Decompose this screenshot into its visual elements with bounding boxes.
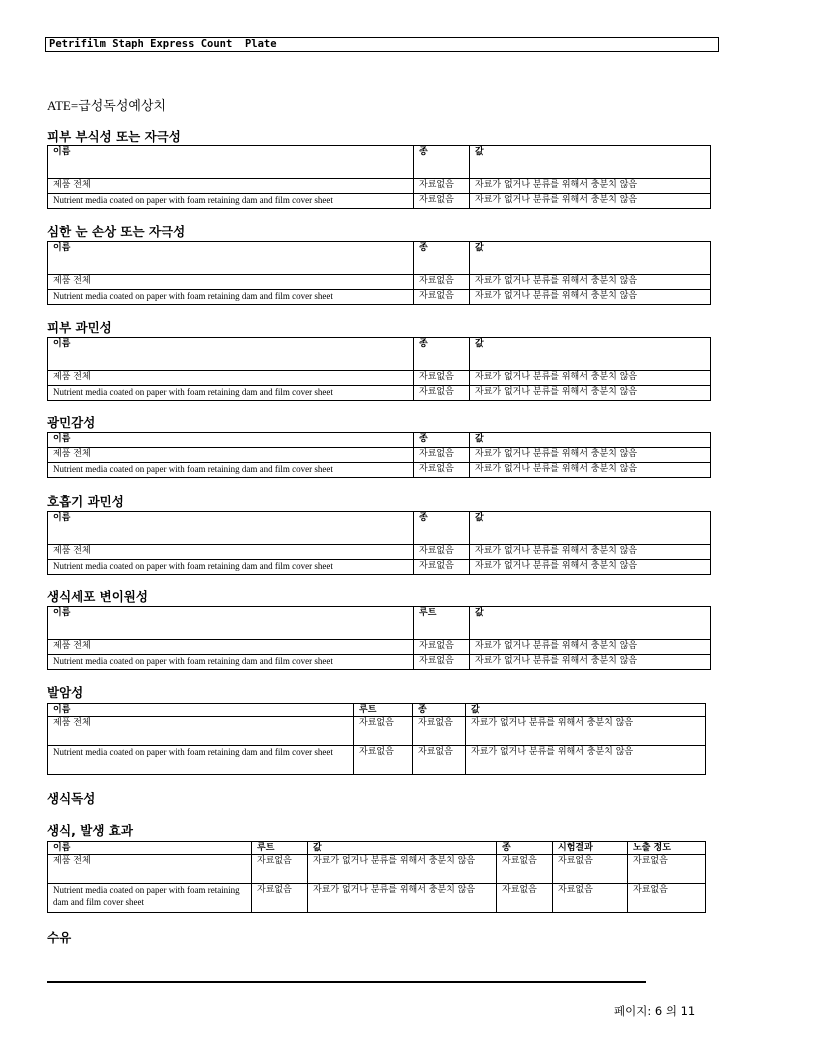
cell-species: 자료없음 xyxy=(497,855,553,884)
column-header-species: 종 xyxy=(413,704,466,717)
column-header-name: 이름 xyxy=(48,433,414,448)
column-header-value: 값 xyxy=(470,433,711,448)
section-title-photosensitization: 광민감성 xyxy=(47,415,96,430)
column-header-value: 값 xyxy=(466,704,706,717)
cell-name: 제품 전체 xyxy=(48,371,414,386)
table-row xyxy=(48,463,711,478)
cell-value: 자료가 없거나 분류를 위해서 충분치 않음 xyxy=(470,386,711,401)
cell-route: 자료없음 xyxy=(252,884,308,913)
column-header-name: 이름 xyxy=(48,512,414,545)
respiratory-sensitization-table xyxy=(47,511,711,575)
cell-name: Nutrient media coated on paper with foam retaining dam and film cover sheet xyxy=(48,194,414,209)
cell-value: 자료가 없거나 분류를 위해서 충분치 않음 xyxy=(470,463,711,478)
column-header-species: 종 xyxy=(414,512,470,545)
section-title-reproductive-effects: 생식, 발생 효과 xyxy=(47,823,133,838)
cell-name: 제품 전체 xyxy=(48,855,252,884)
table-row xyxy=(48,275,711,290)
column-header-name: 이름 xyxy=(48,607,414,640)
product-title-box: Petrifilm Staph Express Count Plate xyxy=(45,37,719,52)
column-header-species: 종 xyxy=(414,146,470,179)
table-row xyxy=(48,884,706,913)
column-header-value: 값 xyxy=(470,338,711,371)
cell-name: 제품 전체 xyxy=(48,545,414,560)
section-title-skin-sensitization: 피부 과민성 xyxy=(47,320,112,335)
column-header-name: 이름 xyxy=(48,242,414,275)
cell-name: Nutrient media coated on paper with foam retaining dam and film cover sheet xyxy=(48,655,414,670)
photosensitization-table xyxy=(47,432,711,478)
table-row xyxy=(48,640,711,655)
cell-species: 자료없음 xyxy=(413,717,466,746)
column-header-name: 이름 xyxy=(48,842,252,855)
column-header-value: 값 xyxy=(470,512,711,545)
footer-divider xyxy=(47,981,646,983)
cell-value: 자료가 없거나 분류를 위해서 충분치 않음 xyxy=(470,179,711,194)
cell-value: 자료가 없거나 분류를 위해서 충분치 않음 xyxy=(470,371,711,386)
cell-name: 제품 전체 xyxy=(48,448,414,463)
cell-name: 제품 전체 xyxy=(48,717,354,746)
table-row xyxy=(48,448,711,463)
cell-species: 자료없음 xyxy=(414,560,470,575)
table-row xyxy=(48,746,706,775)
column-header-route: 루트 xyxy=(414,607,470,640)
column-header-test-result: 시험결과 xyxy=(553,842,628,855)
column-header-value: 값 xyxy=(470,242,711,275)
table-row xyxy=(48,386,711,401)
ate-note: ATE=급성독성예상치 xyxy=(47,98,167,113)
column-header-exposure: 노출 정도 xyxy=(628,842,706,855)
reproductive-effects-table xyxy=(47,841,706,913)
table-row xyxy=(48,855,706,884)
cell-value: 자료가 없거나 분류를 위해서 충분치 않음 xyxy=(470,545,711,560)
cell-species: 자료없음 xyxy=(414,275,470,290)
cell-value: 자료가 없거나 분류를 위해서 충분치 않음 xyxy=(466,717,706,746)
cell-value: 자료가 없거나 분류를 위해서 충분치 않음 xyxy=(470,275,711,290)
cell-species: 자료없음 xyxy=(414,463,470,478)
column-header-species: 종 xyxy=(414,242,470,275)
cell-species: 자료없음 xyxy=(414,179,470,194)
column-header-route: 루트 xyxy=(252,842,308,855)
cell-species: 자료없음 xyxy=(414,386,470,401)
column-header-species: 종 xyxy=(497,842,553,855)
cell-value: 자료가 없거나 분류를 위해서 충분치 않음 xyxy=(466,746,706,775)
table-row xyxy=(48,545,711,560)
section-title-eye-damage: 심한 눈 손상 또는 자극성 xyxy=(47,224,186,239)
section-title-lactation: 수유 xyxy=(47,930,72,945)
cell-exposure: 자료없음 xyxy=(628,884,706,913)
cell-value: 자료가 없거나 분류를 위해서 충분치 않음 xyxy=(308,884,497,913)
cell-name: Nutrient media coated on paper with foam retaining dam and film cover sheet xyxy=(48,746,354,775)
table-row xyxy=(48,655,711,670)
cell-test-result: 자료없음 xyxy=(553,855,628,884)
column-header-name: 이름 xyxy=(48,704,354,717)
carcinogenicity-table xyxy=(47,703,706,775)
cell-route: 자료없음 xyxy=(354,746,413,775)
skin-sensitization-table xyxy=(47,337,711,401)
cell-species: 자료없음 xyxy=(414,290,470,305)
table-row xyxy=(48,194,711,209)
section-title-respiratory-sensitization: 호흡기 과민성 xyxy=(47,494,124,509)
column-header-species: 종 xyxy=(414,338,470,371)
section-title-reproductive-toxicity: 생식독성 xyxy=(47,791,96,806)
table-row xyxy=(48,717,706,746)
cell-name: Nutrient media coated on paper with foam retaining dam and film cover sheet xyxy=(48,386,414,401)
cell-name: Nutrient media coated on paper with foam retaining dam and film cover sheet xyxy=(48,463,414,478)
cell-value: 자료가 없거나 분류를 위해서 충분치 않음 xyxy=(470,640,711,655)
table-row xyxy=(48,290,711,305)
skin-corrosion-table xyxy=(47,145,711,209)
cell-species: 자료없음 xyxy=(413,746,466,775)
column-header-name: 이름 xyxy=(48,146,414,179)
cell-species: 자료없음 xyxy=(414,448,470,463)
cell-name: Nutrient media coated on paper with foam retaining dam and film cover sheet xyxy=(48,884,252,913)
column-header-route: 루트 xyxy=(354,704,413,717)
cell-test-result: 자료없음 xyxy=(553,884,628,913)
table-row xyxy=(48,179,711,194)
cell-name: 제품 전체 xyxy=(48,640,414,655)
column-header-value: 값 xyxy=(470,146,711,179)
cell-value: 자료가 없거나 분류를 위해서 충분치 않음 xyxy=(470,560,711,575)
cell-value: 자료가 없거나 분류를 위해서 충분치 않음 xyxy=(470,290,711,305)
cell-value: 자료가 없거나 분류를 위해서 충분치 않음 xyxy=(470,655,711,670)
eye-damage-table xyxy=(47,241,711,305)
cell-value: 자료가 없거나 분류를 위해서 충분치 않음 xyxy=(470,194,711,209)
cell-name: 제품 전체 xyxy=(48,275,414,290)
column-header-value: 값 xyxy=(308,842,497,855)
section-title-skin-corrosion: 피부 부식성 또는 자극성 xyxy=(47,129,181,144)
cell-name: 제품 전체 xyxy=(48,179,414,194)
cell-species: 자료없음 xyxy=(414,371,470,386)
cell-route: 자료없음 xyxy=(414,640,470,655)
table-row xyxy=(48,371,711,386)
table-row xyxy=(48,560,711,575)
cell-name: Nutrient media coated on paper with foam retaining dam and film cover sheet xyxy=(48,560,414,575)
column-header-value: 값 xyxy=(470,607,711,640)
germ-cell-mutagenicity-table xyxy=(47,606,711,670)
cell-species: 자료없음 xyxy=(497,884,553,913)
cell-route: 자료없음 xyxy=(414,655,470,670)
section-title-germ-cell-mutagenicity: 생식세포 변이원성 xyxy=(47,589,148,604)
section-title-carcinogenicity: 발암성 xyxy=(47,685,84,700)
cell-value: 자료가 없거나 분류를 위해서 충분치 않음 xyxy=(470,448,711,463)
cell-species: 자료없음 xyxy=(414,545,470,560)
cell-route: 자료없음 xyxy=(252,855,308,884)
column-header-species: 종 xyxy=(414,433,470,448)
cell-name: Nutrient media coated on paper with foam retaining dam and film cover sheet xyxy=(48,290,414,305)
cell-species: 자료없음 xyxy=(414,194,470,209)
cell-value: 자료가 없거나 분류를 위해서 충분치 않음 xyxy=(308,855,497,884)
page-number: 페이지: 6 의 11 xyxy=(614,1004,696,1018)
cell-route: 자료없음 xyxy=(354,717,413,746)
column-header-name: 이름 xyxy=(48,338,414,371)
cell-exposure: 자료없음 xyxy=(628,855,706,884)
